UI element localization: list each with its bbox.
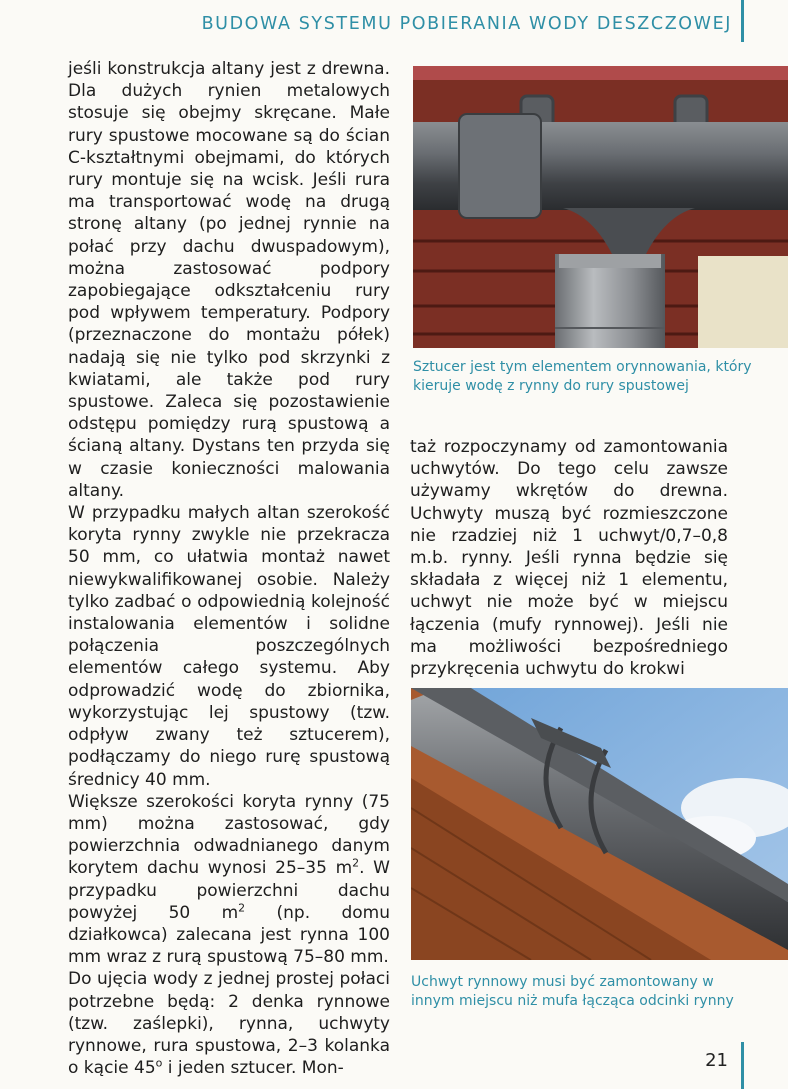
right-text-column <box>410 436 728 680</box>
paragraph: taż rozpoczynamy od zamontowania uchwytów. Do tego celu zawsze używamy wkrętów do drewna. Uchwyty muszą być rozmieszczone nie rzadziej niż 1 uchwyt/0,7–0,8 m.b. rynny. Jeśli rynna będzie się składała z więcej niż 1 elementu, uchwyt nie może być w miejscu łączenia (mufy rynnowej). Jeśli nie ma możliwości bezpośredniego przykręcenia uchwytu do krokwi <box>410 437 728 680</box>
footer-accent-bar <box>741 1042 744 1089</box>
paragraph <box>68 968 390 1079</box>
text-run: (np. domu działkowca) zalecana jest rynna 100 mm wraz z rurą spustową 75–80 mm. <box>68 902 391 968</box>
text-run: Do ujęcia wody z jednej prostej połaci potrzebne będą: 2 denka rynnowe (tzw. zaślepki), rynna, uchwyty rynnowe, rura spustowa, 2–3 kolanka o kącie 45 <box>68 969 390 1079</box>
superscript: o <box>155 1056 163 1070</box>
photo-gutter-outlet <box>413 66 788 348</box>
text-run: . W przypadku powierzchni dachu powyżej 50 m <box>68 858 390 923</box>
superscript: 2 <box>352 856 360 870</box>
left-text-column <box>68 58 390 1079</box>
text-run: Większe szerokości koryta rynny (75 mm) można zastosować, gdy powierzchnia odwadnianego danym korytem dachu wynosi 25–35 m <box>68 791 390 879</box>
figure-caption: Uchwyt rynnowy musi być zamontowany w innym miejscu niż mufa łącząca odcinki rynny <box>411 974 734 1009</box>
paragraph: W przypadku małych altan szerokość koryta rynny zwykle nie przekracza 50 mm, co ułatwia montaż nawet niewykwalifikowanej osobie. Należy tylko zadbać o odpowiednią kolejność instalowania elementów i solidne połączenia poszczególnych elementów całego systemu. Aby odprowadzić wodę do zbiornika, wykorzystując lej spustowy (tzw. odpływ zwany też sztucerem), podłączamy do niego rurę spustową średnicy 40 mm. <box>68 503 390 790</box>
running-title: BUDOWA SYSTEMU POBIERANIA WODY DESZCZOWEJ <box>201 14 732 34</box>
gutter-outlet-illustration <box>413 66 788 348</box>
paragraph <box>68 791 390 969</box>
text-run: i jeden sztucer. Mon- <box>162 1058 344 1079</box>
gutter-bracket-illustration <box>411 688 788 960</box>
photo-gutter-bracket <box>411 688 788 960</box>
superscript: 2 <box>238 901 246 915</box>
header-accent-bar <box>741 0 744 42</box>
figure-caption: Sztucer jest tym elementem orynnowania, który kieruje wodę z rynny do rury spustowej <box>413 359 752 394</box>
page-number: 21 <box>705 1050 728 1071</box>
paragraph: jeśli konstrukcja altany jest z drewna. Dla dużych rynien metalowych stosuje się obejmy skręcane. Małe rury spustowe mocowane są do ścian C-kształtnymi obejmami, do których rury montuje się na wcisk. Jeśli rura ma transportować wodę na drugą stronę altany (po jednej rynnie na połać przy dachu dwuspadowym), można zastosować podpory zapobiegające odkształceniu rury pod wpływem temperatury. Podpory (przeznaczone do montażu półek) nadają się nie tylko pod skrzynki z kwiatami, ale także pod rury spustowe. Zaleca się pozostawienie odstępu pomiędzy rurą spustową a ścianą altany. Dystans ten przyda się w czasie konieczności malowania altany. <box>68 59 390 501</box>
